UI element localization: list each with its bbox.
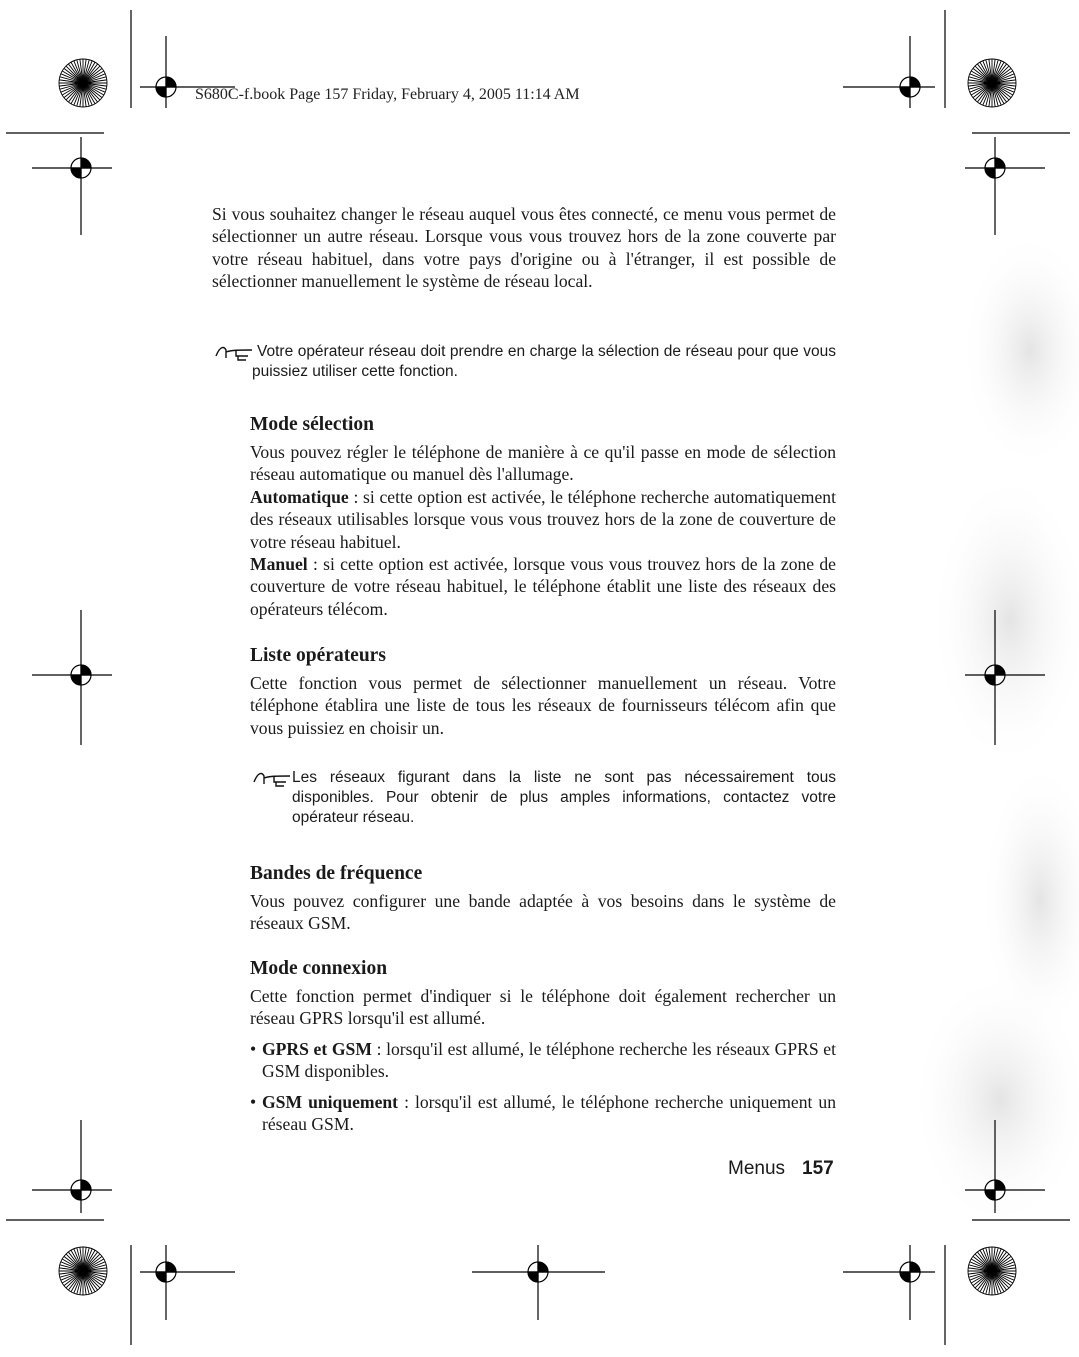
bandes-section [250, 862, 836, 935]
bullet-gsm-only [250, 1091, 836, 1136]
mode-selection-text: Vous pouvez régler le téléphone de manière à ce qu'il passe en mode de sélection réseau automatique ou manuel dès l'allumage. [250, 442, 836, 485]
mode-connexion-text: Cette fonction permet d'indiquer si le téléphone doit également rechercher un réseau GPRS lorsqu'il est allumé. [250, 986, 836, 1029]
intro-section [212, 203, 836, 293]
mode-connexion-section [250, 957, 836, 1135]
liste-operateurs-note: Les réseaux figurant dans la liste ne sont pas nécessairement tous disponibles. Pour obtenir de plus amples informations, contactez votre opérateur réseau. [292, 769, 836, 826]
bandes-text: Vous pouvez configurer une bande adaptée à vos besoins dans le système de réseaux GSM. [250, 891, 836, 934]
book-info-line: S680C-f.book Page 157 Friday, February 4, 2005 11:14 AM [195, 86, 580, 103]
bullet2-text: : lorsqu'il est allumé, le téléphone recherche uniquement un réseau GSM. [262, 1091, 836, 1135]
mode-selection-title: Mode sélection [250, 414, 375, 435]
manual-label: Manuel [250, 554, 308, 575]
auto-text: : si cette option est activée, le téléphone recherche automatiquement des réseaux utilisables lorsque vous vous trouvez hors de la zone de couverture de votre réseau habituel. [250, 486, 836, 552]
intro-note: Votre opérateur réseau doit prendre en charge la sélection de réseau pour que vous puissiez utiliser cette fonction. [252, 343, 836, 380]
pointing-hand-icon [214, 342, 254, 362]
bullet2-label: GSM uniquement [262, 1091, 399, 1112]
bullet-dot-icon: • [250, 1038, 257, 1059]
footer-page-number: 157 [802, 1158, 834, 1179]
starburst-wheel-icon [968, 59, 1016, 107]
footer-section-name: Menus [728, 1158, 786, 1179]
manual-text: : si cette option est activée, lorsque vous vous trouvez hors de la zone de couverture de votre réseau habituel, le téléphone établit une liste des réseaux des opérateurs télécom. [250, 554, 836, 619]
bullet-gprs-gsm [250, 1038, 836, 1083]
pointing-hand-icon [252, 768, 292, 788]
liste-operateurs-title: Liste opérateurs [250, 645, 386, 666]
bullet1-text: : lorsqu'il est allumé, le téléphone recherche les réseaux GPRS et GSM disponibles. [262, 1038, 836, 1082]
bullet1-label: GPRS et GSM [262, 1038, 372, 1059]
mode-connexion-title: Mode connexion [250, 958, 388, 979]
mode-selection-auto [250, 486, 836, 553]
intro-paragraph: Si vous souhaitez changer le réseau auquel vous êtes connecté, ce menu vous permet de sélectionner un autre réseau. Lorsque vous vous trouvez hors de la zone couverte par votre réseau habituel, dans votre pays d'origine ou à l'étranger, il est possible de sélectionner manuellement le système de réseau local. [212, 204, 836, 292]
mode-selection-section [250, 413, 836, 620]
starburst-wheel-icon [59, 1247, 107, 1295]
liste-operateurs-section [250, 644, 836, 739]
auto-label: Automatique [250, 486, 349, 507]
bullet-dot-icon: • [250, 1091, 257, 1112]
starburst-wheel-icon [968, 1247, 1016, 1295]
bandes-title: Bandes de fréquence [250, 863, 423, 884]
starburst-wheel-icon [59, 59, 107, 107]
liste-operateurs-text: Cette fonction vous permet de sélectionner manuellement un réseau. Votre téléphone établira une liste de tous les réseaux de fournisseurs télécom afin que vous puissiez en choisir un. [250, 673, 836, 738]
mode-selection-manual [250, 553, 836, 620]
